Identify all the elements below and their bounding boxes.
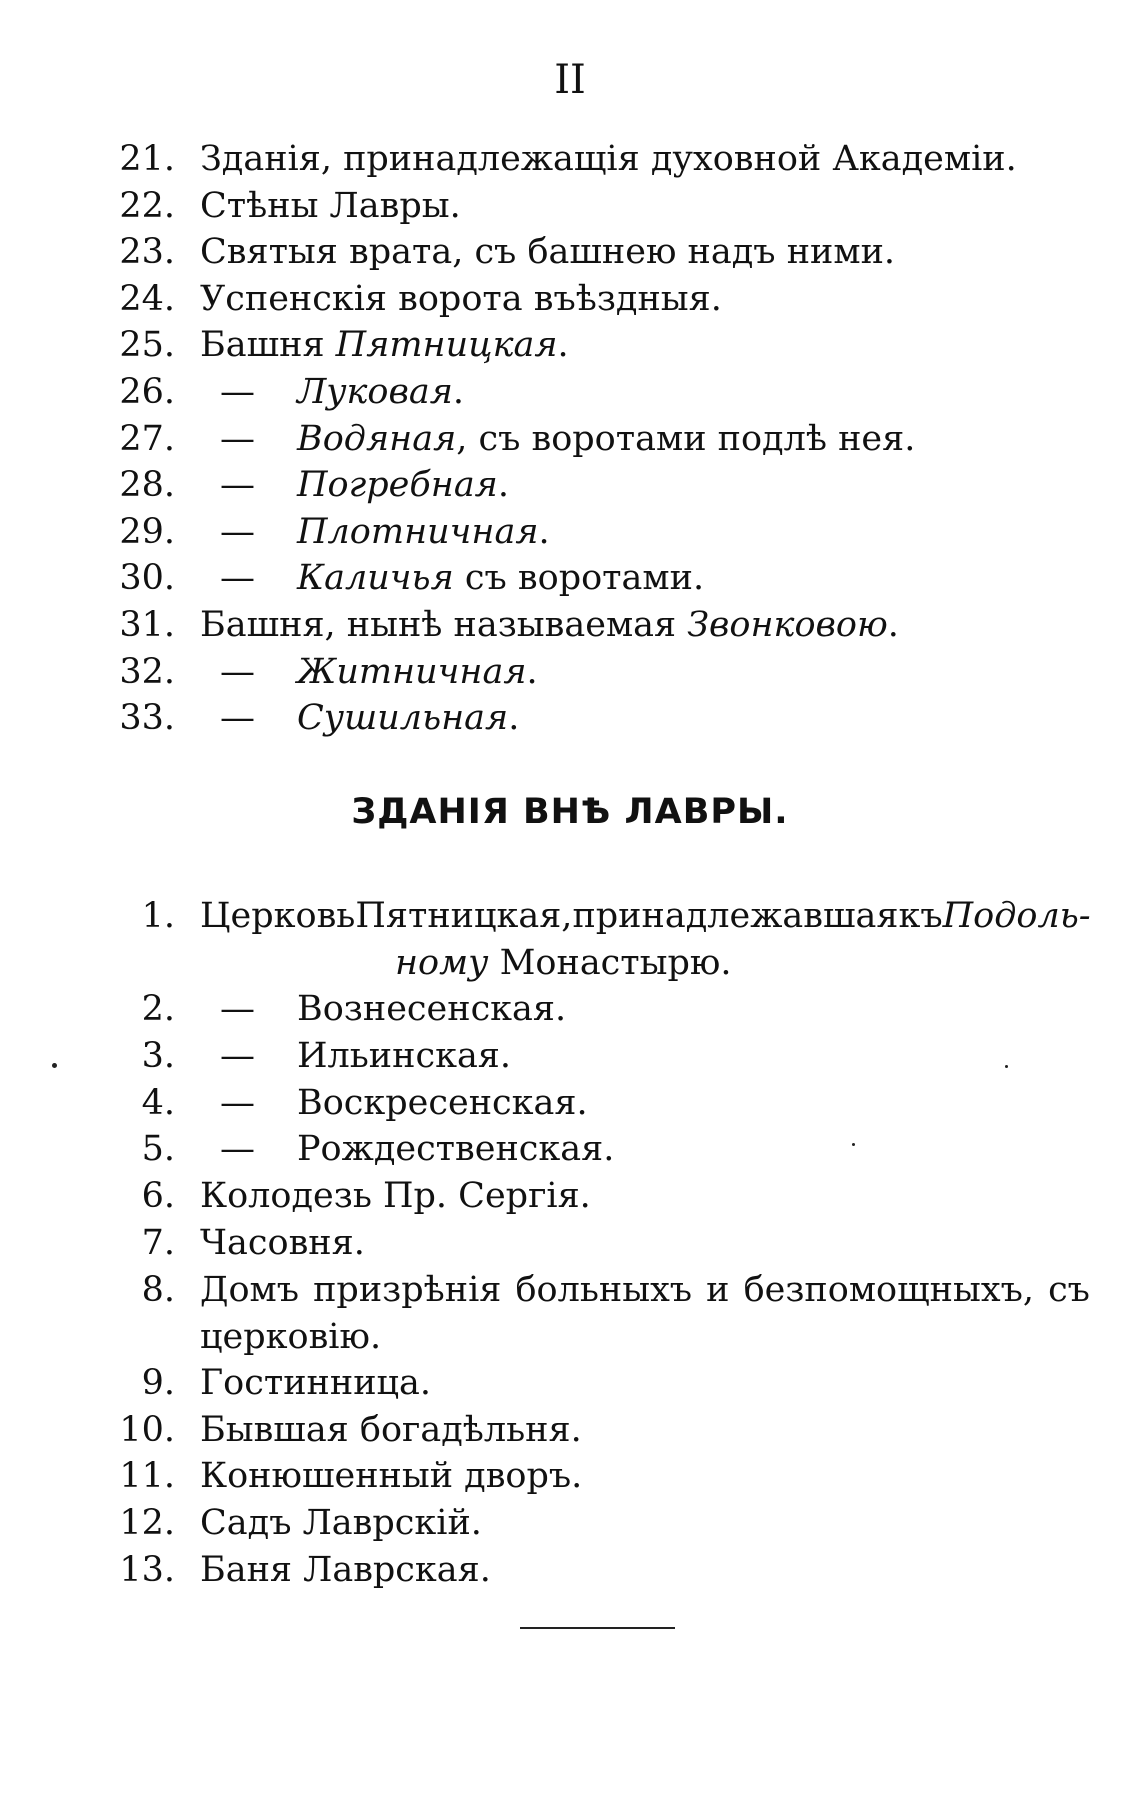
ditto-dash: —: [220, 1036, 255, 1077]
item-text: [297, 509, 550, 555]
section-heading: ЗДАНІЯ ВНѢ ЛАВРЫ.: [351, 792, 789, 832]
item-text: [200, 602, 899, 648]
item-number: 28.: [119, 465, 175, 506]
item-suffix: .: [497, 465, 509, 506]
item-text: Рождественская.: [297, 1129, 615, 1170]
closing-rule: [520, 1627, 675, 1629]
item-number: 22.: [119, 185, 175, 226]
item-text-line: [200, 1267, 1090, 1313]
item-number: 11.: [119, 1456, 175, 1497]
word: призрѣнія: [313, 1269, 502, 1310]
item-italic-name: Сушильная: [297, 698, 509, 739]
ditto-dash: —: [220, 558, 255, 599]
word: къ: [898, 896, 943, 936]
item-suffix: .: [887, 604, 899, 645]
ditto-dash: —: [220, 418, 255, 459]
list-item: [0, 649, 1140, 696]
list-item: [0, 1080, 1140, 1127]
list-item: [0, 1126, 1140, 1173]
item-suffix: .: [508, 698, 520, 739]
word: Домъ: [200, 1269, 300, 1310]
list-item: [0, 602, 1140, 649]
item-italic-name: Погребная: [297, 465, 498, 506]
item-number: 4.: [141, 1082, 175, 1123]
list-item: [0, 893, 1140, 986]
item-italic-name: Плотничная: [297, 511, 539, 552]
item-italic-name: Луковая: [297, 371, 453, 412]
item-text: [297, 555, 704, 601]
item-text-continuation: церковію.: [200, 1316, 382, 1357]
item-text: Часовня.: [200, 1222, 365, 1263]
item-text: [297, 695, 519, 741]
item-number: 8.: [141, 1269, 175, 1310]
word: больныхъ: [515, 1269, 693, 1310]
list-item: [0, 1500, 1140, 1547]
item-italic-name: Житничная: [297, 651, 527, 692]
item-italic-name: Звонковою: [687, 604, 888, 645]
item-italic-name: Каличья: [297, 558, 454, 599]
building-list-inside: [0, 136, 1140, 742]
item-prefix: Башня: [200, 325, 336, 366]
list-item: [0, 322, 1140, 369]
word: и: [706, 1269, 730, 1310]
list-item: [0, 1360, 1140, 1407]
item-number: 33.: [119, 698, 175, 739]
item-number: 26.: [119, 371, 175, 412]
item-text: Стѣны Лавры.: [200, 185, 461, 226]
list-item: [0, 509, 1140, 556]
list-item: [0, 136, 1140, 183]
item-suffix: .: [452, 371, 465, 412]
list-item: [0, 276, 1140, 323]
item-number: 25.: [119, 325, 175, 366]
ditto-dash: —: [220, 371, 255, 412]
item-text: Воскресенская.: [297, 1082, 588, 1123]
item-italic-name: Водяная: [297, 418, 457, 459]
item-text: Вознесенская.: [297, 989, 567, 1030]
item-number: 13.: [119, 1549, 175, 1590]
item-text: Бывшая богадѣльня.: [200, 1409, 582, 1450]
item-text: [297, 416, 915, 462]
list-item: [0, 369, 1140, 416]
list-item: [0, 1407, 1140, 1454]
list-item: [0, 1033, 1140, 1080]
word-italic: ному: [395, 943, 489, 983]
item-suffix: .: [526, 651, 538, 692]
item-number: 3.: [141, 1036, 175, 1077]
item-text: Успенскія ворота въѣздныя.: [200, 278, 722, 319]
list-item: [0, 695, 1140, 742]
item-text: Ильинская.: [297, 1036, 512, 1077]
item-prefix: Башня, нынѣ называемая: [200, 604, 688, 645]
item-number: 1.: [141, 896, 175, 936]
item-text: Колодезь Пр. Сергія.: [200, 1176, 591, 1217]
item-text: Конюшенный дворъ.: [200, 1456, 583, 1497]
item-text: [297, 462, 509, 508]
item-text-line: [200, 893, 1090, 939]
item-suffix: , съ воротами подлѣ нея.: [456, 418, 916, 459]
ditto-dash: —: [220, 1082, 255, 1123]
item-number: 32.: [119, 651, 175, 692]
item-number: 6.: [141, 1176, 175, 1217]
item-text: Святыя врата, съ башнею надъ ними.: [200, 232, 896, 273]
list-item: [0, 1547, 1140, 1594]
item-number: 21.: [119, 139, 175, 179]
item-number: 9.: [141, 1362, 175, 1403]
item-suffix: Монастырю.: [488, 943, 732, 983]
list-item: [0, 1453, 1140, 1500]
item-text: Садъ Лаврскій.: [200, 1502, 482, 1543]
word: Пятницкая,: [355, 896, 573, 936]
item-text: Зданія, принадлежащія духовной Академіи.: [200, 139, 1017, 179]
ditto-dash: —: [220, 1129, 255, 1170]
item-number: 10.: [119, 1409, 175, 1450]
list-item: [0, 1220, 1140, 1267]
item-text: [297, 649, 538, 695]
word-italic: Подоль-: [942, 896, 1091, 936]
ditto-dash: —: [220, 651, 255, 692]
ditto-dash: —: [220, 698, 255, 739]
list-item: [0, 1267, 1140, 1360]
item-text-continuation: [395, 940, 732, 986]
print-speck: [1005, 1065, 1008, 1068]
item-text: [297, 369, 464, 415]
item-number: 2.: [141, 989, 175, 1030]
item-number: 30.: [119, 558, 175, 599]
list-item: [0, 183, 1140, 230]
item-suffix: .: [538, 511, 550, 552]
word: съ: [1048, 1269, 1090, 1310]
print-speck: [852, 1143, 855, 1146]
list-item: [0, 555, 1140, 602]
list-item: [0, 986, 1140, 1033]
ditto-dash: —: [220, 465, 255, 506]
word: безпомощныхъ,: [743, 1269, 1034, 1310]
item-text: [200, 322, 569, 368]
list-item: [0, 229, 1140, 276]
item-text: Баня Лаврская.: [200, 1549, 491, 1590]
item-number: 23.: [119, 232, 175, 273]
item-italic-name: Пятницкая: [335, 325, 558, 366]
page-number: II: [554, 57, 586, 103]
list-item: [0, 416, 1140, 463]
item-number: 24.: [119, 278, 175, 319]
building-list-outside: [0, 893, 1140, 1593]
list-item: [0, 462, 1140, 509]
item-number: 27.: [119, 418, 175, 459]
word: принадлежавшая: [572, 896, 899, 936]
list-item: [0, 1173, 1140, 1220]
print-speck: [52, 1063, 57, 1068]
ditto-dash: —: [220, 511, 255, 552]
ditto-dash: —: [220, 989, 255, 1030]
item-suffix: .: [557, 325, 569, 366]
item-number: 29.: [119, 511, 175, 552]
item-text: Гостинница.: [200, 1362, 432, 1403]
item-number: 31.: [119, 604, 175, 645]
item-number: 12.: [119, 1502, 175, 1543]
item-suffix: съ воротами.: [453, 558, 705, 599]
item-number: 5.: [141, 1129, 175, 1170]
item-number: 7.: [141, 1222, 175, 1263]
word: Церковь: [200, 896, 356, 936]
